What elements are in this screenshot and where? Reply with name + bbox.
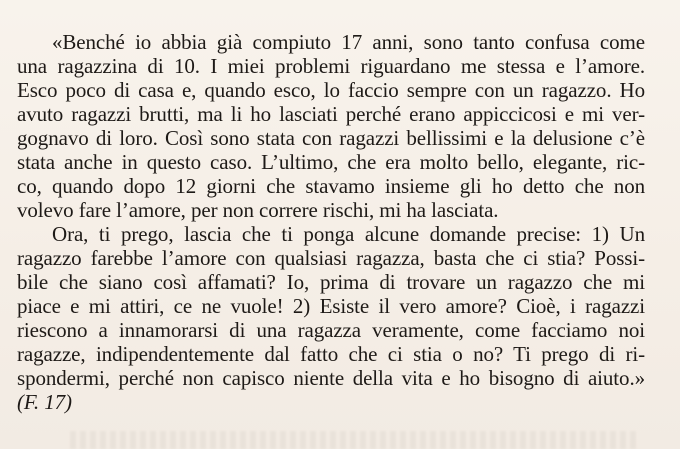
text-line-6: stata anche in questo caso. L’ultimo, che era molto bello, elegante, ric- [17,150,645,174]
text-line-7: co, quando dopo 12 giorni che stavamo insieme gli ho detto che non [17,174,645,198]
text-line-8: volevo fare l’amore, per non correre rischi, mi ha lasciata. [17,198,499,222]
text-line-13: riescono a innamorarsi di una ragazza veramente, come facciamo noi [17,318,645,342]
text-line-2: una ragazzina di 10. I miei problemi riguardano me stessa e l’amore. [17,54,645,78]
text-line-1: «Benché io abbia già compiuto 17 anni, sono tanto confusa come [52,30,645,54]
faded-next-line [70,431,640,449]
text-line-4: avuto ragazzi brutti, ma li ho lasciati perché erano appiccicosi e mi ver- [17,102,645,126]
text-line-5: gognavo di loro. Così sono stata con ragazzi bellissimi e la delusione c’è [17,126,645,150]
text-line-10: ragazzo farebbe l’amore con qualsiasi ragazza, basta che ci stia? Possi- [17,246,645,270]
text-line-15: spondermi, perché non capisco niente della vita e ho bisogno di aiuto.» [17,366,645,390]
text-line-12: piace e mi attiri, ce ne vuole! 2) Esiste il vero amore? Cioè, i ragazzi [17,294,645,318]
text-line-11: bile che siano così affamati? Io, prima di trovare un ragazzo che mi [17,270,645,294]
text-line-9: Ora, ti prego, lascia che ti ponga alcune domande precise: 1) Un [52,222,645,246]
text-line-3: Esco poco di casa e, quando esco, lo faccio sempre con un ragazzo. Ho [17,78,645,102]
signature: (F. 17) [17,390,72,414]
text-line-14: ragazze, indipendentemente dal fatto che ci stia o no? Ti prego di ri- [17,342,645,366]
